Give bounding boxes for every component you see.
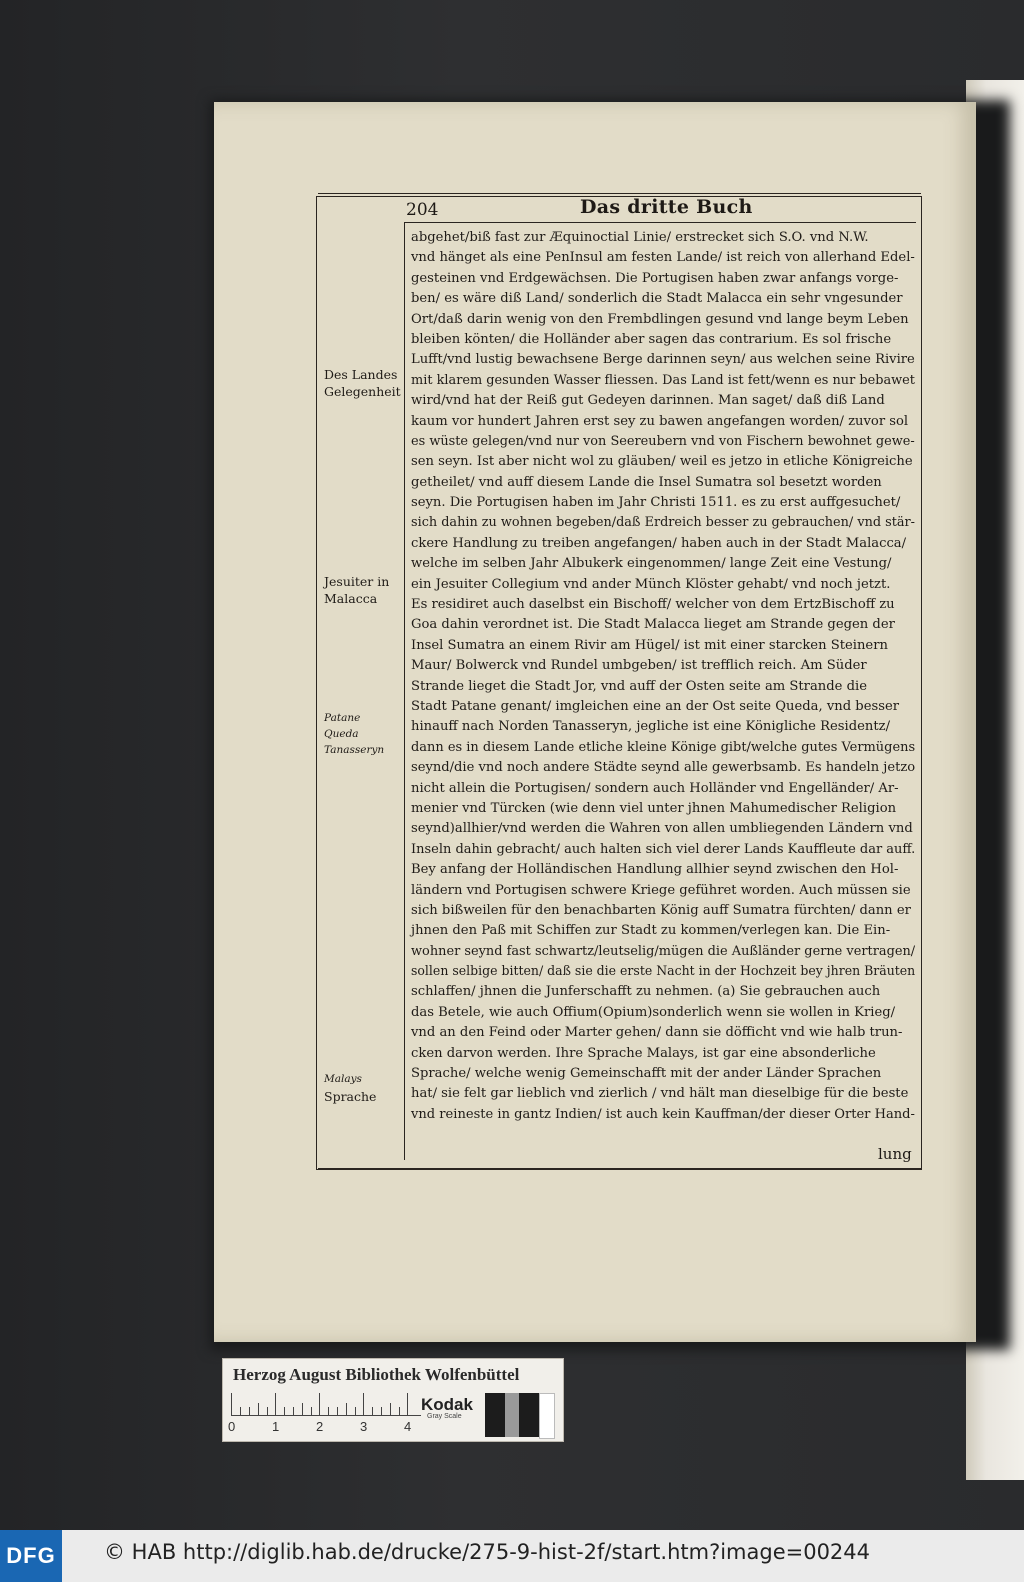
marginal-line: Sprache bbox=[324, 1089, 377, 1104]
text-line: seynd)allhier/vnd werden die Wahren von allen umbliegenden Ländern vnd bbox=[411, 821, 913, 837]
text-line: das Betele, wie auch Offium(Opium)sonderlich wenn sie wollen in Krieg/ bbox=[411, 1004, 896, 1020]
text-line: ckere Handlung zu treiben angefangen/ haben auch in der Stadt Malacca/ bbox=[411, 535, 907, 551]
gray-swatch-white bbox=[539, 1393, 555, 1439]
text-line: getheilet/ vnd auff diesem Lande die Insel Sumatra sol besetzt worden bbox=[411, 474, 882, 490]
marginal-line: Malacca bbox=[324, 591, 378, 606]
text-line: sich bißweilen für den benachbarten König auff Sumatra fürchten/ dann er bbox=[411, 902, 911, 918]
dfg-logo: DFG bbox=[0, 1530, 62, 1582]
text-line: nicht allein die Portugisen/ sondern auch Holländer vnd Engelländer/ Ar- bbox=[411, 780, 899, 796]
marginal-line: Gelegenheit bbox=[324, 384, 401, 399]
text-line: dann es in diesem Lande etliche kleine Könige gibt/welche gutes Vermügens bbox=[411, 739, 916, 755]
ruler-number: 0 bbox=[228, 1419, 236, 1434]
text-line: vnd an den Feind oder Marter gehen/ dann sie döfficht vnd wie halb trun- bbox=[411, 1025, 903, 1041]
measurement-ruler bbox=[231, 1393, 421, 1416]
text-line: seynd/die vnd noch andere Städte seynd alle gewerbsamb. Es handeln jetzo bbox=[411, 760, 916, 776]
source-citation: © HAB http://diglib.hab.de/drucke/275-9-hist-2f/start.htm?image=00244 bbox=[104, 1540, 871, 1564]
margin-rule bbox=[404, 222, 405, 1160]
library-name: Herzog August Bibliothek Wolfenbüttel bbox=[233, 1365, 520, 1384]
text-line: Es residiret auch daselbst ein Bischoff/ welcher von dem ErtzBischoff zu bbox=[411, 597, 895, 613]
text-line: welche im selben Jahr Albukerk eingenommen/ lange Zeit eine Vestung/ bbox=[411, 556, 892, 572]
text-line: vnd reineste in gantz Indien/ ist auch kein Kauffman/der dieser Orter Hand- bbox=[411, 1106, 915, 1122]
text-line: sich dahin zu wohnen begeben/daß Erdreich besser zu gebrauchen/ vnd stär- bbox=[411, 515, 915, 531]
text-line: Inseln dahin gebracht/ auch halten sich viel derer Lands Kauffleute dar auff. bbox=[411, 841, 916, 857]
marginal-note-malays bbox=[324, 1071, 402, 1105]
text-line: ländern vnd Portugisen schwere Kriege geführet worden. Auch müssen sie bbox=[411, 882, 911, 898]
gray-swatch-mid bbox=[505, 1393, 519, 1437]
text-line: sen seyn. Ist aber nicht wol zu gläuben/ weil es jetzo in etliche Königreiche bbox=[411, 454, 913, 470]
marginal-line: Patane bbox=[324, 712, 361, 724]
text-line: kaum vor hundert Jahren erst sey zu bawen angefangen worden/ zuvor sol bbox=[411, 413, 909, 429]
marginal-line: Des Landes bbox=[324, 367, 398, 382]
text-line: hat/ sie felt gar lieblich vnd zierlich / vnd hält man dieselbige für die beste bbox=[411, 1086, 909, 1102]
ruler-number: 1 bbox=[272, 1419, 280, 1434]
text-line: abgehet/biß fast zur Æquinoctial Linie/ erstrecket sich S.O. vnd N.W. bbox=[411, 230, 869, 245]
ruler-number: 4 bbox=[404, 1419, 412, 1434]
gray-scale-caption: Gray Scale bbox=[427, 1413, 462, 1420]
text-line: seyn. Die Portugisen haben im Jahr Christi 1511. es zu erst auffgesuchet/ bbox=[411, 495, 901, 511]
page-number: 204 bbox=[406, 200, 439, 220]
text-line: jhnen den Paß mit Schiffen zur Stadt zu kommen/verlegen kan. Die Ein- bbox=[411, 923, 891, 939]
running-head: Das dritte Buch bbox=[580, 196, 753, 218]
text-line: cken darvon werden. Ihre Sprache Malays, ist gar eine absonderliche bbox=[411, 1045, 876, 1061]
body-text bbox=[411, 228, 917, 1125]
ruler-number: 2 bbox=[316, 1419, 324, 1434]
text-line: Sprache/ welche wenig Gemeinschafft mit der ander Länder Sprachen bbox=[411, 1066, 882, 1082]
marginal-line: Jesuiter in bbox=[324, 574, 390, 589]
text-line: Goa dahin verordnet ist. Die Stadt Malacca lieget am Strande gegen der bbox=[411, 617, 895, 633]
text-line: menier vnd Türcken (wie denn viel unter jhnen Mahumedischer Religion bbox=[411, 800, 897, 816]
text-line: wohner seynd fast schwartz/leutselig/mügen die Außländer gerne vertragen/ bbox=[411, 943, 916, 959]
text-line: wird/vnd hat der Reiß gut Gedeyen darinnen. Man saget/ daß diß Land bbox=[411, 393, 885, 409]
text-line: ein Jesuiter Collegium vnd ander Münch Klöster gehabt/ vnd noch jetzt. bbox=[411, 576, 891, 592]
marginal-line: Queda bbox=[324, 728, 359, 740]
text-line: Bey anfang der Holländischen Handlung allhier seynd zwischen den Hol- bbox=[411, 862, 899, 878]
text-line: ben/ es wäre diß Land/ sonderlich die Stadt Malacca ein sehr vngesunder bbox=[411, 291, 903, 307]
marginal-note-landes bbox=[324, 366, 402, 400]
kodak-brand: Kodak bbox=[421, 1395, 473, 1414]
text-line: schlaffen/ jhnen die Junferschafft zu nehmen. (a) Sie gebrauchen auch bbox=[411, 984, 881, 1000]
footer-bar bbox=[0, 1530, 1024, 1582]
text-line: Ort/daß darin wenig von den Frembdlingen gesund vnd lange beym Leben bbox=[411, 311, 909, 327]
text-line: sollen selbige bitten/ daß sie die erste Nacht in der Hochzeit bey jhren Bräuten bbox=[411, 964, 916, 980]
text-line: Maur/ Bolwerck vnd Rundel umbgeben/ ist trefflich reich. Am Süder bbox=[411, 658, 867, 674]
text-line: Lufft/vnd lustig bewachsene Berge darinnen seyn/ aus welchen seine Rivire bbox=[411, 352, 915, 368]
gray-swatch-black bbox=[485, 1393, 505, 1437]
marginal-line: Malays bbox=[324, 1073, 362, 1085]
text-line: hinauff nach Norden Tanasseryn, jegliche ist eine Königliche Residentz/ bbox=[411, 719, 891, 735]
marginal-note-towns bbox=[324, 710, 402, 758]
marginal-note-jesuiter bbox=[324, 573, 402, 607]
text-line: Stadt Patane genant/ imgleichen eine an der Ost seite Queda, vnd besser bbox=[411, 698, 900, 714]
head-line bbox=[404, 222, 916, 223]
text-line: es wüste gelegen/vnd nur von Seereubern vnd von Fischern bewohnet gewe- bbox=[411, 433, 915, 449]
bottom-rule bbox=[318, 1168, 921, 1169]
ruler-number: 3 bbox=[360, 1419, 368, 1434]
library-label-card bbox=[222, 1358, 564, 1442]
marginal-line: Tanasseryn bbox=[324, 744, 385, 756]
header-rule bbox=[318, 193, 921, 194]
text-line: bleiben könten/ die Holländer aber sagen das contrarium. Es sol frische bbox=[411, 331, 892, 347]
text-line: gesteinen vnd Erdgewächsen. Die Portugisen haben zwar anfangs vorge- bbox=[411, 270, 899, 286]
text-line: Strande lieget die Stadt Jor, vnd auff der Osten seite am Strande die bbox=[411, 678, 868, 694]
text-line: Insel Sumatra an einem Rivir am Hügel/ ist mit einer starcken Steinern bbox=[411, 637, 888, 653]
text-line: mit klarem gesunden Wasser fliessen. Das Land ist fett/wenn es nur bebawet bbox=[411, 372, 915, 388]
gray-swatch-dark bbox=[519, 1393, 539, 1437]
catchword: lung bbox=[878, 1145, 912, 1163]
text-line: vnd hänget als eine PenInsul am festen Lande/ ist reich von allerhand Edel- bbox=[411, 250, 915, 266]
